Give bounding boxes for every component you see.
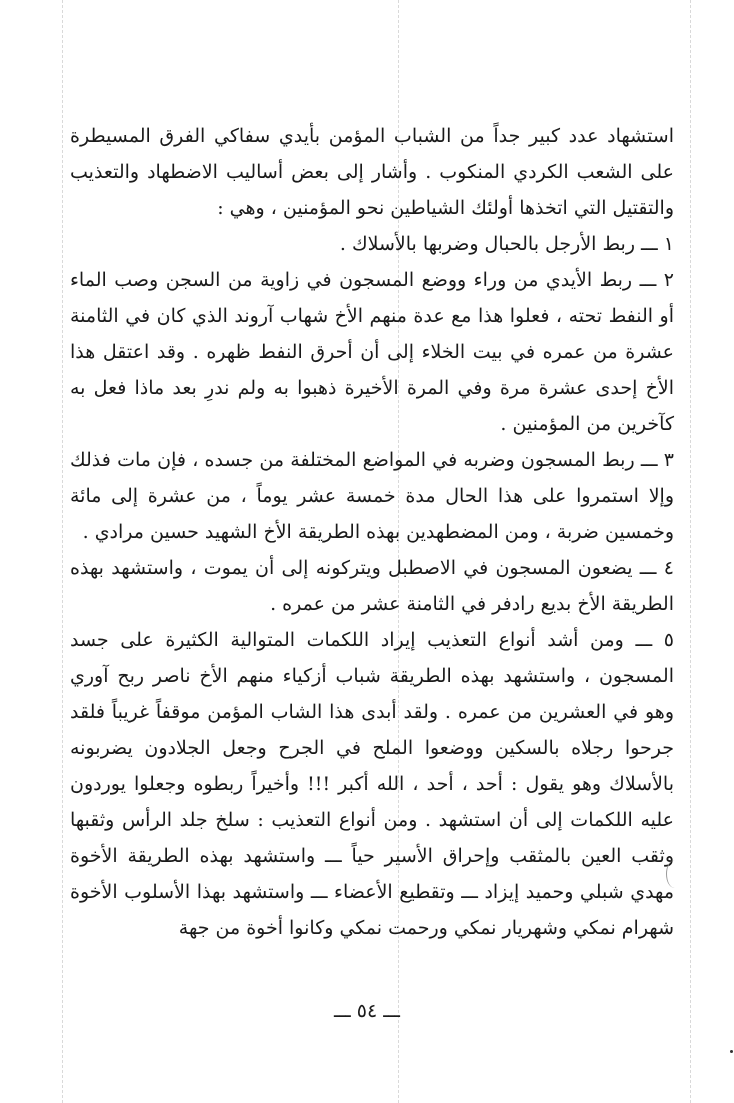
margin-dot-mark <box>730 1050 733 1053</box>
paragraph: ٥ ـــ ومن أشد أنواع التعذيب إيراد اللكمات المتوالية الكثيرة على جسد المسجون ، واستشهد بهذه الطريقة شباب أزكياء منهم الأخ ناصر ربح آوري وهو في العشرين من عمره . ولقد أبدى هذا الشاب المؤمن موقفاً غريباً فلقد جرحوا رجلاه بالسكين ووضعوا الملح في الجرح وجعل الجلادون يضربونه بالأسلاك وهو يقول : أحد ، أحد ، الله أكبر !!! وأخيراً ربطوه وجعلوا يوردون عليه اللكمات إلى أن استشهد . ومن أنواع التعذيب : سلخ جلد الرأس وثقبها وثقب العين بالمثقب وإحراق الأسير حياً ـــ واستشهد بهذه الطريقة الأخوة مهدي شبلي وحميد إيزاد ـــ وتقطيع الأعضاء ـــ واستشهد بهذا الأسلوب الأخوة شهرام نمكي وشهريار نمكي ورحمت نمكي وكانوا أخوة من جهة <box>70 629 674 939</box>
margin-pencil-mark <box>666 860 683 888</box>
paragraph: ٤ ـــ يضعون المسجون في الاصطبل ويتركونه إلى أن يموت ، واستشهد بهذه الطريقة الأخ بديع رادفر في الثامنة عشر من عمره . <box>70 557 674 615</box>
body-text <box>70 118 674 946</box>
paragraph: ٢ ـــ ربط الأيدي من وراء ووضع المسجون في زاوية من السجن وصب الماء أو النفط تحته ، فعلوا هذا مع عدة منهم الأخ شهاب آروند الذي كان في الثامنة عشرة من عمره في بيت الخلاء إلى أن أحرق النفط ظهره . وقد اعتقل هذا الأخ إحدى عشرة مرة وفي المرة الأخيرة ذهبوا به ولم ندرِ بعد ماذا فعل به كآخرين من المؤمنين . <box>70 269 674 435</box>
paragraph: استشهاد عدد كبير جداً من الشباب المؤمن بأيدي سفاكي الفرق المسيطرة على الشعب الكردي المنكوب . وأشار إلى بعض أساليب الاضطهاد والتعذيب والتقتيل التي اتخذها أولئك الشياطين نحو المؤمنين ، وهي : <box>70 125 674 219</box>
paragraph: ١ ـــ ربط الأرجل بالحبال وضربها بالأسلاك . <box>339 233 674 255</box>
scan-guide-line <box>62 0 63 1103</box>
page-number: ـــ ٥٤ ـــ <box>334 1000 400 1022</box>
paragraph: ٣ ـــ ربط المسجون وضربه في المواضع المختلفة من جسده ، فإن مات فذلك وإلا استمروا على هذا الحال مدة خمسة عشر يوماً ، من عشرة إلى مائة وخمسين ضربة ، ومن المضطهدين بهذه الطريقة الأخ الشهيد حسين مرادي . <box>70 449 674 543</box>
scan-guide-line <box>690 0 691 1103</box>
